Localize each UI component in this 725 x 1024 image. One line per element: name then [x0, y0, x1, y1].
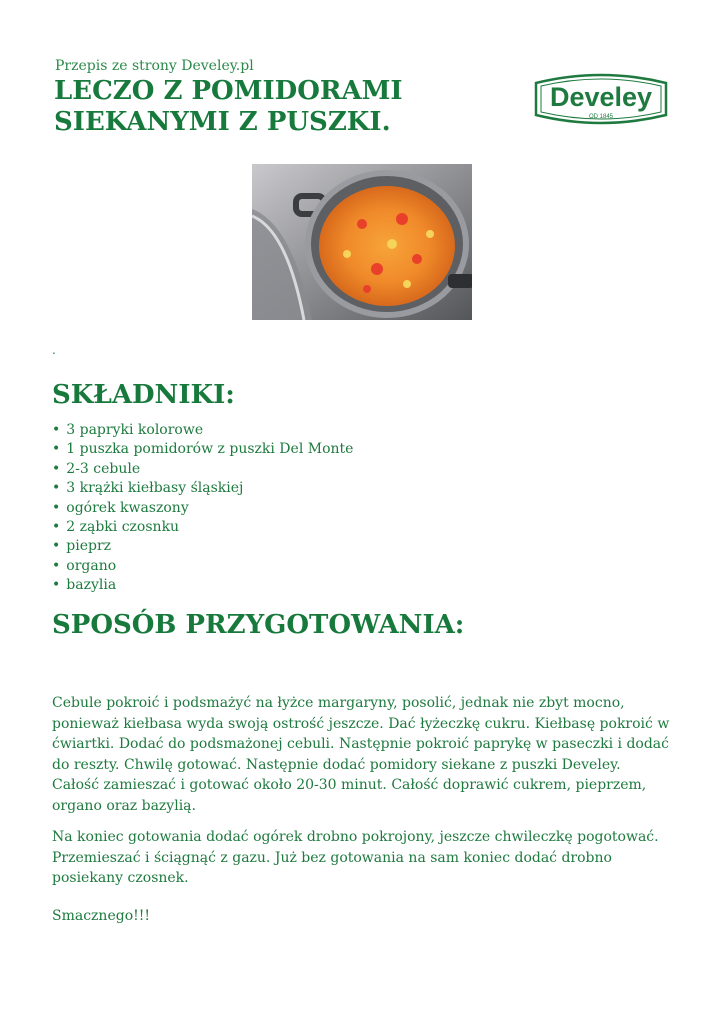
list-item: • organo: [52, 557, 353, 576]
list-item: • 3 papryki kolorowe: [52, 421, 353, 440]
recipe-title: LECZO Z POMIDORAMI SIEKANYMI Z PUSZKI.: [54, 76, 403, 137]
list-item: • ogórek kwaszony: [52, 499, 353, 518]
develey-logo-graphic: [532, 69, 670, 131]
develey-logo: [532, 69, 670, 131]
ingredients-list: [52, 421, 353, 596]
preparation-heading: SPOSÓB PRZYGOTOWANIA:: [52, 610, 465, 640]
separator-dot: .: [52, 343, 56, 357]
closing-line: Smacznego!!!: [52, 908, 150, 924]
preparation-paragraph: Cebule pokroić i podsmażyć na łyżce margaryny, posolić, jednak nie zbyt mocno, ponieważ kiełbasa wyda swoją ostrość jeszcze. Dać łyżeczkę cukru. Kiełbasę pokroić w ćwiartki. Dodać do podsmażonej cebuli. Następnie pokroić paprykę w paseczki i dodać do reszty. Chwilę gotować. Następnie dodać pomidory siekane z puszki Develey. Całość zamieszać i gotować około 20-30 minut. Całość doprawić cukrem, pieprzem, organo oraz bazylią.: [52, 695, 670, 814]
list-item: • 2-3 cebule: [52, 460, 353, 479]
ingredients-heading: SKŁADNIKI:: [52, 380, 235, 410]
source-line: Przepis ze strony Develey.pl: [55, 58, 254, 74]
pot-with-lecho-photo: [252, 164, 472, 320]
logo-text: Develey: [549, 82, 653, 112]
logo-tagline: OD 1845: [588, 114, 614, 120]
list-item: • 3 krążki kiełbasy śląskiej: [52, 479, 353, 498]
list-item: • 2 ząbki czosnku: [52, 518, 353, 537]
list-item: • bazylia: [52, 576, 353, 595]
list-item: • pieprz: [52, 537, 353, 556]
preparation-paragraph: Na koniec gotowania dodać ogórek drobno pokrojony, jeszcze chwileczkę pogotować. Przemieszać i ściągnąć z gazu. Już bez gotowania na sam koniec dodać drobno posiekany czosnek.: [52, 829, 659, 886]
list-item: • 1 puszka pomidorów z puszki Del Monte: [52, 440, 353, 459]
